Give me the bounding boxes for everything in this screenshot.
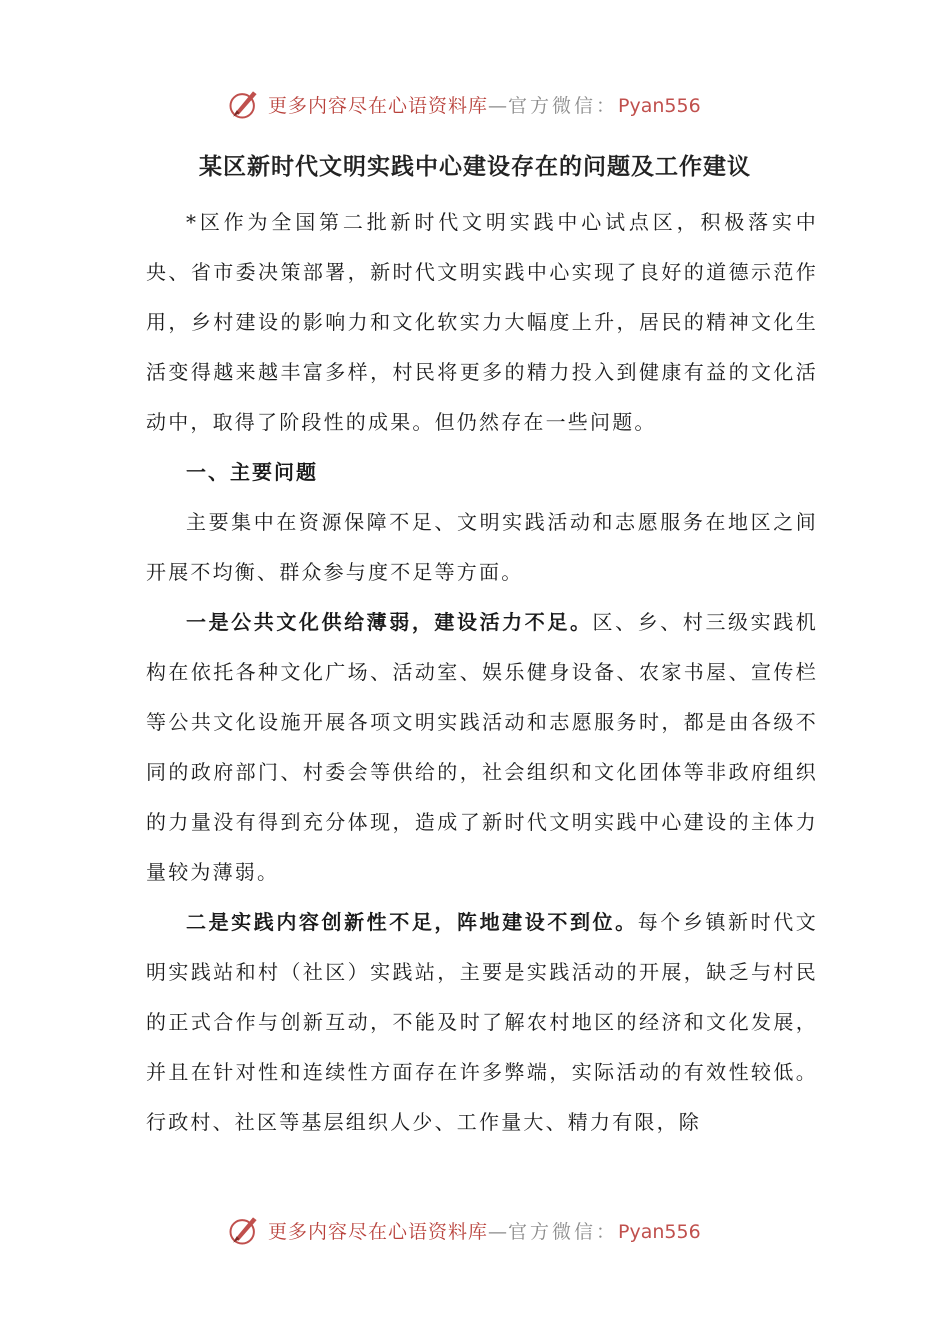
banner-text [268, 91, 701, 118]
banner-content [226, 1212, 701, 1248]
intro-paragraph: *区作为全国第二批新时代文明实践中心试点区，积极落实中央、省市委决策部署，新时代文明实践中心实现了良好的道德示范作用，乡村建设的影响力和文化软实力大幅度上升，居民的精神文化生活变得越来越丰富多样，村民将更多的精力投入到健康有益的文化活动中，取得了阶段性的成果。但仍然存在一些问题。 [146, 210, 818, 434]
banner-main-text: 更多内容尽在心语资料库 [268, 1220, 489, 1243]
banner-content [226, 86, 701, 122]
problem-one-paragraph [146, 597, 818, 897]
quill-pen-logo-icon [226, 1212, 262, 1248]
banner-main-text: 更多内容尽在心语资料库 [268, 94, 489, 117]
section-heading: 一、主要问题 [186, 460, 318, 484]
document-body [146, 197, 818, 1147]
problem-one-text: 区、乡、村三级实践机构在依托各种文化广场、活动室、娱乐健身设备、农家书屋、宣传栏等公共文化设施开展各项文明实践活动和志愿服务时，都是由各级不同的政府部门、村委会等供给的，社会组织和文化团体等非政府组织的力量没有得到充分体现，造成了新时代文明实践中心建设的主体力量较为薄弱。 [146, 610, 818, 884]
header-banner [0, 82, 950, 126]
banner-text [268, 1217, 701, 1244]
banner-dash: — [488, 94, 509, 117]
document-title: 某区新时代文明实践中心建设存在的问题及工作建议 [199, 153, 751, 180]
problem-one-lead: 一是公共文化供给薄弱，建设活力不足。 [186, 610, 593, 634]
banner-label: 官方微信： [508, 1220, 619, 1243]
banner-dash: — [488, 1220, 509, 1243]
problem-two-lead: 二是实践内容创新性不足，阵地建设不到位。 [186, 910, 638, 934]
banner-label: 官方微信： [508, 94, 619, 117]
banner-wechat-id: Pyan556 [618, 94, 701, 117]
quill-pen-logo-icon [226, 86, 262, 122]
banner-wechat-id: Pyan556 [618, 1220, 701, 1243]
problem-two-text: 每个乡镇新时代文明实践站和村（社区）实践站，主要是实践活动的开展，缺乏与村民的正式合作与创新互动，不能及时了解农村地区的经济和文化发展，并且在针对性和连续性方面存在许多弊端，实际活动的有效性较低。行政村、社区等基层组织人少、工作量大、精力有限，除 [146, 910, 818, 1134]
summary-paragraph: 主要集中在资源保障不足、文明实践活动和志愿服务在地区之间开展不均衡、群众参与度不足等方面。 [146, 510, 818, 584]
problem-two-paragraph [146, 897, 818, 1147]
footer-banner [0, 1208, 950, 1252]
